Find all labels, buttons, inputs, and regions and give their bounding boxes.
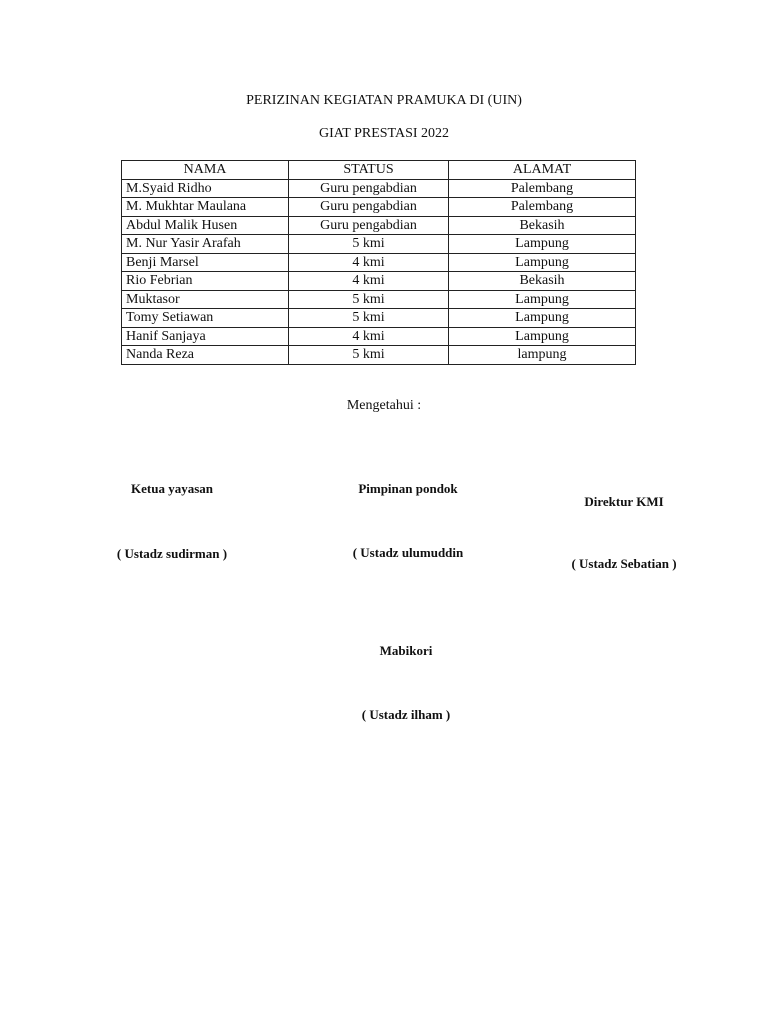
cell-name: Nanda Reza — [122, 346, 289, 365]
document-title: PERIZINAN KEGIATAN PRAMUKA DI (UIN) — [246, 93, 522, 108]
cell-address: Palembang — [449, 198, 636, 217]
cell-address: lampung — [449, 346, 636, 365]
cell-status: Guru pengabdian — [289, 216, 449, 235]
table-row — [122, 253, 636, 272]
cell-address: Bekasih — [449, 272, 636, 291]
signatory-role-mabikori: Mabikori — [379, 643, 433, 658]
cell-address: Lampung — [449, 327, 636, 346]
cell-address: Lampung — [449, 290, 636, 309]
table-row — [122, 235, 636, 254]
cell-name: M. Nur Yasir Arafah — [122, 235, 289, 254]
cell-status: 5 kmi — [289, 346, 449, 365]
cell-name: M.Syaid Ridho — [122, 179, 289, 198]
table-row — [122, 290, 636, 309]
cell-name: Muktasor — [122, 290, 289, 309]
cell-name: M. Mukhtar Maulana — [122, 198, 289, 217]
cell-name: Hanif Sanjaya — [122, 327, 289, 346]
cell-name: Rio Febrian — [122, 272, 289, 291]
column-header-status: STATUS — [289, 161, 449, 180]
cell-status: Guru pengabdian — [289, 198, 449, 217]
cell-status: Guru pengabdian — [289, 179, 449, 198]
column-header-name: NAMA — [122, 161, 289, 180]
cell-status: 5 kmi — [289, 309, 449, 328]
table-row — [122, 272, 636, 291]
cell-status: 5 kmi — [289, 290, 449, 309]
cell-status: 4 kmi — [289, 253, 449, 272]
cell-address: Lampung — [449, 309, 636, 328]
table-row — [122, 198, 636, 217]
table-row — [122, 216, 636, 235]
table-row — [122, 179, 636, 198]
cell-address: Bekasih — [449, 216, 636, 235]
table-row — [122, 309, 636, 328]
acknowledgement-label: Mengetahui : — [346, 398, 422, 413]
table-row — [122, 327, 636, 346]
signatory-role-ketua: Ketua yayasan — [131, 481, 213, 496]
cell-name: Abdul Malik Husen — [122, 216, 289, 235]
table-header-row — [122, 161, 636, 180]
cell-status: 4 kmi — [289, 327, 449, 346]
column-header-address: ALAMAT — [449, 161, 636, 180]
signatory-name-pimpinan: ( Ustadz ulumuddin — [352, 545, 464, 560]
table-row — [122, 346, 636, 365]
cell-address: Palembang — [449, 179, 636, 198]
signatory-name-ketua: ( Ustadz sudirman ) — [116, 546, 228, 561]
signatory-role-pimpinan: Pimpinan pondok — [358, 481, 458, 496]
cell-name: Benji Marsel — [122, 253, 289, 272]
cell-address: Lampung — [449, 235, 636, 254]
document-subtitle: GIAT PRESTASI 2022 — [318, 126, 450, 141]
signatory-name-direktur: ( Ustadz Sebatian ) — [571, 556, 677, 571]
cell-name: Tomy Setiawan — [122, 309, 289, 328]
signatory-name-mabikori: ( Ustadz ilham ) — [361, 707, 451, 722]
roster-table — [121, 160, 636, 365]
cell-status: 4 kmi — [289, 272, 449, 291]
cell-address: Lampung — [449, 253, 636, 272]
cell-status: 5 kmi — [289, 235, 449, 254]
signatory-role-direktur: Direktur KMI — [584, 494, 664, 509]
